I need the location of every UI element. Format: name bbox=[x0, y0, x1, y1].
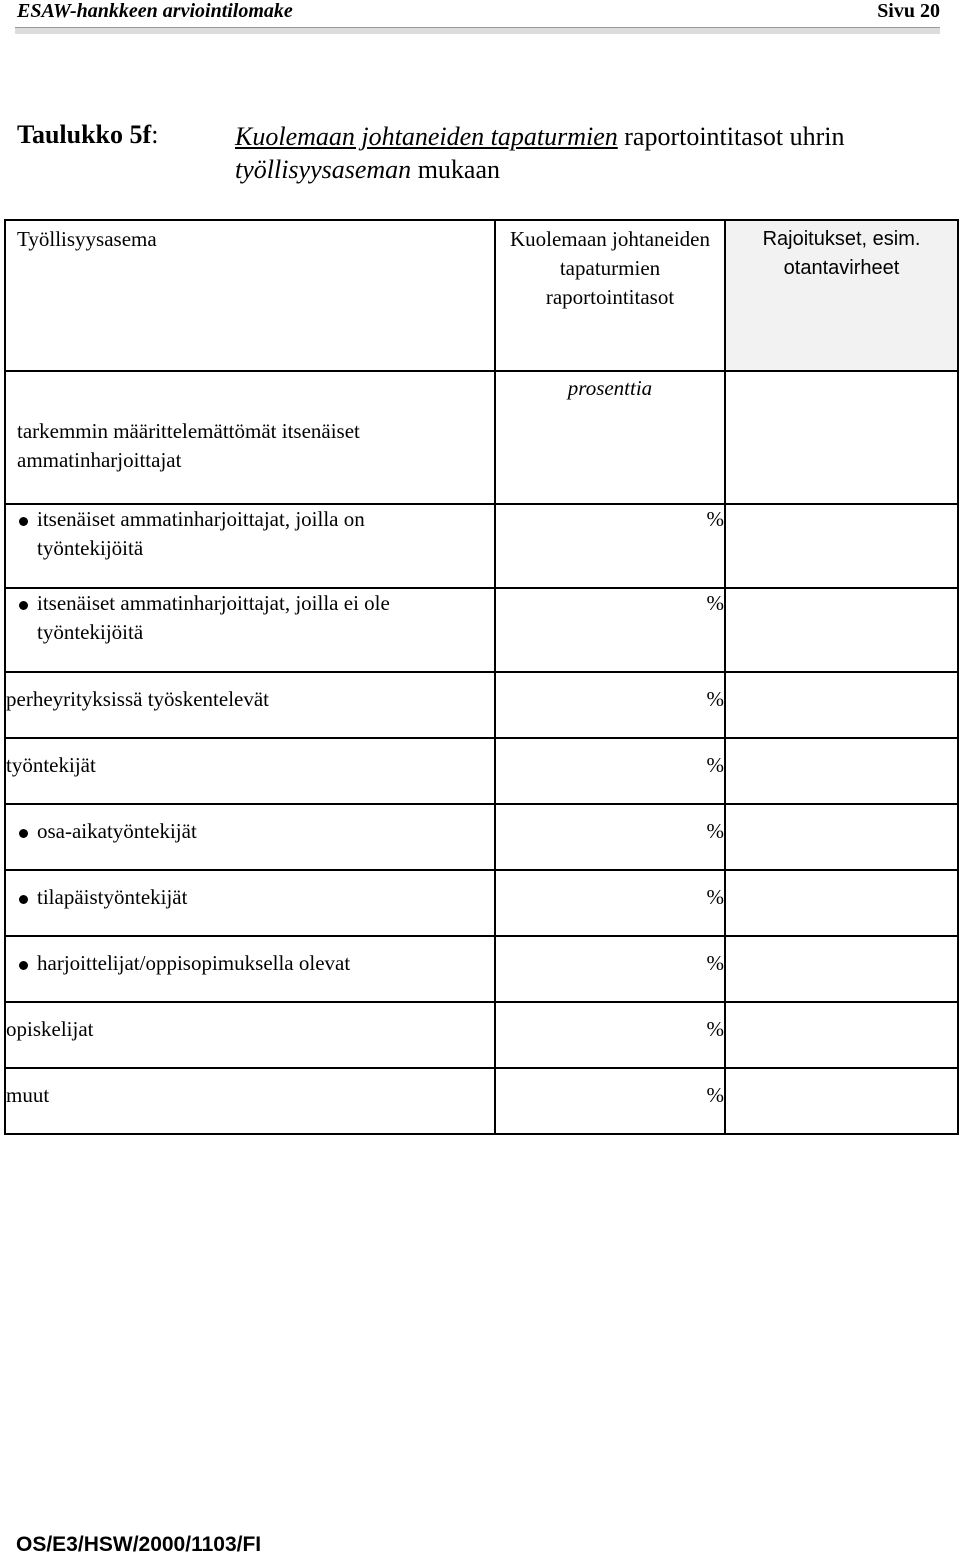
table-row bbox=[5, 936, 958, 1002]
row-label: tarkemmin määrittelemättömät itsenäiset ammatinharjoittajat bbox=[5, 371, 495, 504]
reporting-levels-table bbox=[4, 219, 959, 1135]
row-label-cell bbox=[5, 504, 495, 588]
row-label: muut bbox=[5, 1068, 495, 1134]
row-label: työntekijät bbox=[5, 738, 495, 804]
row-label: opiskelijat bbox=[5, 1002, 495, 1068]
caption-title-part3: työllisyysaseman bbox=[235, 155, 412, 184]
caption-title-part1: Kuolemaan johtaneiden tapaturmien bbox=[235, 122, 618, 151]
bullet-icon bbox=[19, 601, 28, 610]
bullet-icon bbox=[19, 895, 28, 904]
percent-cell[interactable]: % bbox=[495, 738, 725, 804]
row-label: tilapäistyöntekijät bbox=[37, 885, 188, 909]
limitations-cell[interactable] bbox=[725, 1068, 958, 1134]
table-header-row bbox=[5, 220, 958, 371]
limitations-cell[interactable] bbox=[725, 804, 958, 870]
limitations-cell[interactable] bbox=[725, 936, 958, 1002]
column-header-employment-status: Työllisyysasema bbox=[5, 220, 495, 371]
percent-cell[interactable]: % bbox=[495, 504, 725, 588]
table-row bbox=[5, 804, 958, 870]
unit-label: prosenttia bbox=[495, 371, 725, 504]
table-row bbox=[5, 738, 958, 804]
table-row bbox=[5, 588, 958, 672]
row-label: harjoittelijat/oppisopimuksella olevat bbox=[37, 951, 351, 975]
caption-title-part2: raportointitasot uhrin bbox=[617, 122, 845, 151]
row-label-cell bbox=[5, 588, 495, 672]
percent-cell[interactable]: % bbox=[495, 1002, 725, 1068]
caption-label-text: Taulukko 5f bbox=[17, 120, 152, 149]
table-row bbox=[5, 870, 958, 936]
bullet-icon bbox=[19, 829, 28, 838]
row-label: itsenäiset ammatinharjoittajat, joilla ei ole työntekijöitä bbox=[37, 591, 390, 644]
row-label: perheyrityksissä työskentelevät bbox=[5, 672, 495, 738]
percent-cell[interactable]: % bbox=[495, 1068, 725, 1134]
table-caption-title bbox=[235, 120, 935, 186]
column-header-reporting-levels: Kuolemaan johtaneiden tapaturmien raportointitasot bbox=[495, 220, 725, 371]
limitations-cell[interactable] bbox=[725, 1002, 958, 1068]
row-label-cell bbox=[5, 936, 495, 1002]
row-label: itsenäiset ammatinharjoittajat, joilla on työntekijöitä bbox=[37, 507, 365, 560]
page-number: Sivu 20 bbox=[877, 0, 940, 22]
percent-cell[interactable]: % bbox=[495, 936, 725, 1002]
limitations-cell[interactable] bbox=[725, 504, 958, 588]
percent-cell[interactable]: % bbox=[495, 672, 725, 738]
table-row bbox=[5, 672, 958, 738]
percent-cell[interactable]: % bbox=[495, 804, 725, 870]
table-row bbox=[5, 1002, 958, 1068]
limitations-cell[interactable] bbox=[725, 588, 958, 672]
percent-cell[interactable]: % bbox=[495, 588, 725, 672]
table-row bbox=[5, 371, 958, 504]
table-caption-label bbox=[17, 120, 158, 150]
table-row bbox=[5, 1068, 958, 1134]
caption-title-part4: mukaan bbox=[411, 155, 500, 184]
caption-colon: : bbox=[151, 120, 159, 149]
page-header bbox=[15, 0, 940, 26]
limitations-cell[interactable] bbox=[725, 738, 958, 804]
row-label-cell bbox=[5, 870, 495, 936]
row-label-cell bbox=[5, 804, 495, 870]
limitations-cell[interactable] bbox=[725, 870, 958, 936]
bullet-icon bbox=[19, 517, 28, 526]
limitations-cell[interactable] bbox=[725, 371, 958, 504]
limitations-cell[interactable] bbox=[725, 672, 958, 738]
header-divider bbox=[15, 27, 940, 34]
document-title: ESAW-hankkeen arviointilomake bbox=[17, 0, 293, 22]
row-label: osa-aikatyöntekijät bbox=[37, 819, 197, 843]
table-row bbox=[5, 504, 958, 588]
column-header-limitations: Rajoitukset, esim. otantavirheet bbox=[725, 220, 958, 371]
bullet-icon bbox=[19, 961, 28, 970]
percent-cell[interactable]: % bbox=[495, 870, 725, 936]
document-code: OS/E3/HSW/2000/1103/FI bbox=[16, 1533, 262, 1556]
